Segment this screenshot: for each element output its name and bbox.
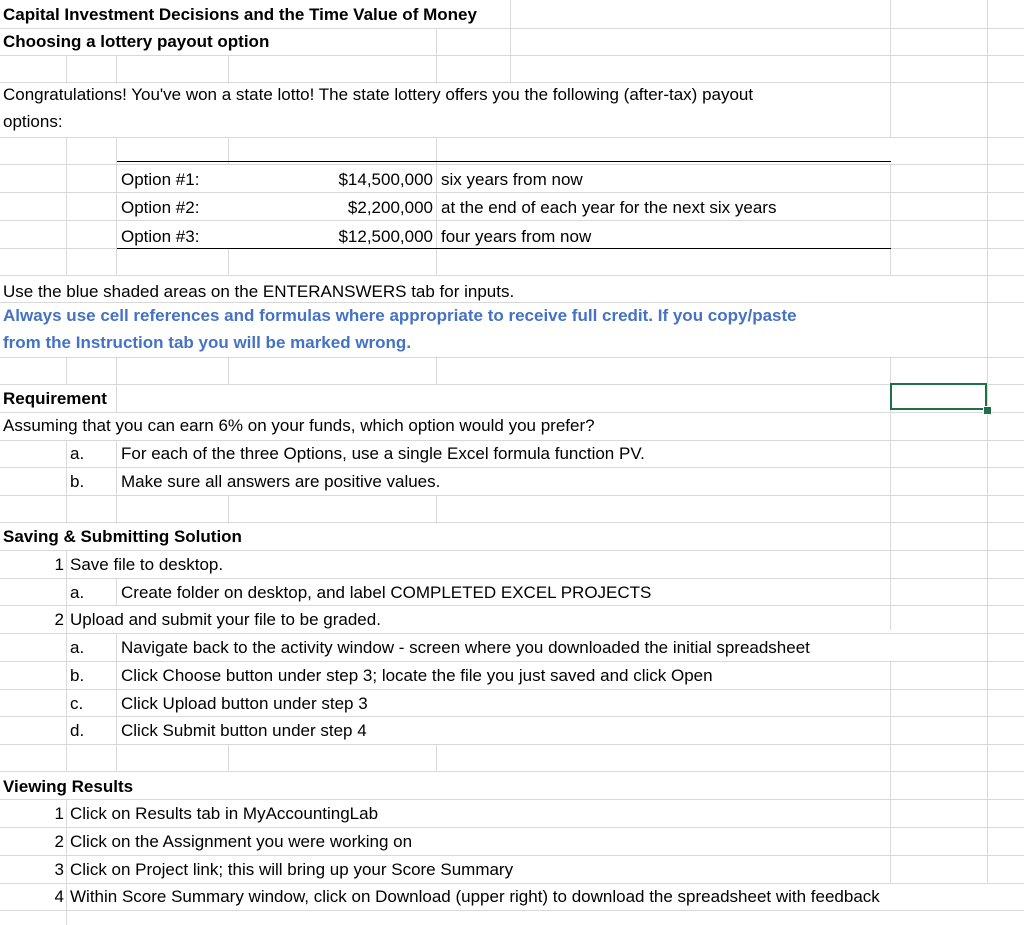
viewing-step-3-text: Click on Project link; this will bring up your Score Summary — [70, 860, 514, 879]
instructions-line-1: Use the blue shaded areas on the ENTERANSWERS tab for inputs. — [3, 282, 515, 301]
saving-step-2d-mark: d. — [70, 721, 85, 740]
option-1-label: Option #1: — [121, 170, 200, 189]
viewing-step-2-num: 2 — [54, 832, 64, 851]
option-3-label: Option #3: — [121, 227, 200, 246]
instructions-blue-line-1: Always use cell references and formulas where appropriate to receive full credit. If you copy/paste — [3, 306, 797, 325]
saving-step-2-text: Upload and submit your file to be graded. — [70, 610, 381, 629]
option-1-desc: six years from now — [441, 170, 583, 189]
options-table-bottom-border — [117, 248, 891, 249]
option-2-label: Option #2: — [121, 198, 200, 217]
saving-step-2a-mark: a. — [70, 638, 85, 657]
requirement-heading: Requirement — [3, 389, 107, 408]
viewing-step-1-num: 1 — [54, 804, 64, 823]
fill-handle[interactable] — [983, 406, 992, 415]
requirement-question: Assuming that you can earn 6% on your funds, which option would you prefer? — [3, 416, 595, 435]
saving-step-2b-text: Click Choose button under step 3; locate the file you just saved and click Open — [121, 666, 713, 685]
saving-step-1-text: Save file to desktop. — [70, 555, 224, 574]
intro-line-2: options: — [3, 112, 63, 131]
saving-step-2-num: 2 — [54, 610, 64, 629]
viewing-step-4-num: 4 — [54, 887, 64, 906]
viewing-step-1-text: Click on Results tab in MyAccountingLab — [70, 804, 379, 823]
instructions-blue-line-2: from the Instruction tab you will be marked wrong. — [3, 333, 412, 352]
requirement-a-mark: a. — [70, 444, 85, 463]
option-3-amount: $12,500,000 — [338, 227, 433, 246]
saving-step-1-num: 1 — [54, 555, 64, 574]
sheet-subtitle: Choosing a lottery payout option — [3, 32, 270, 51]
intro-line-1: Congratulations! You've won a state lotto! The state lottery offers you the following (after-tax) payout — [3, 85, 754, 104]
viewing-step-2-text: Click on the Assignment you were working on — [70, 832, 413, 851]
saving-step-1a-mark: a. — [70, 583, 85, 602]
option-2-amount: $2,200,000 — [347, 198, 433, 217]
requirement-b-text: Make sure all answers are positive values. — [121, 472, 441, 491]
saving-step-2c-text: Click Upload button under step 3 — [121, 694, 368, 713]
option-2-desc: at the end of each year for the next six years — [441, 198, 777, 217]
saving-step-2c-mark: c. — [70, 694, 84, 713]
saving-step-1a-text: Create folder on desktop, and label COMPLETED EXCEL PROJECTS — [121, 583, 652, 602]
saving-step-2b-mark: b. — [70, 666, 85, 685]
saving-step-2d-text: Click Submit button under step 4 — [121, 721, 367, 740]
active-cell-selection[interactable] — [890, 383, 987, 410]
requirement-a-text: For each of the three Options, use a single Excel formula function PV. — [121, 444, 645, 463]
saving-step-2a-text: Navigate back to the activity window - screen where you downloaded the initial spreadsheet — [121, 638, 810, 657]
viewing-step-4-text: Within Score Summary window, click on Download (upper right) to download the spreadsheet with feedback — [70, 887, 880, 906]
requirement-b-mark: b. — [70, 472, 85, 491]
option-1-amount: $14,500,000 — [338, 170, 433, 189]
saving-heading: Saving & Submitting Solution — [3, 527, 242, 546]
option-3-desc: four years from now — [441, 227, 592, 246]
options-table-top-border — [117, 161, 891, 162]
viewing-step-3-num: 3 — [54, 860, 64, 879]
sheet-title: Capital Investment Decisions and the Time Value of Money — [3, 5, 477, 24]
viewing-heading: Viewing Results — [3, 777, 134, 796]
